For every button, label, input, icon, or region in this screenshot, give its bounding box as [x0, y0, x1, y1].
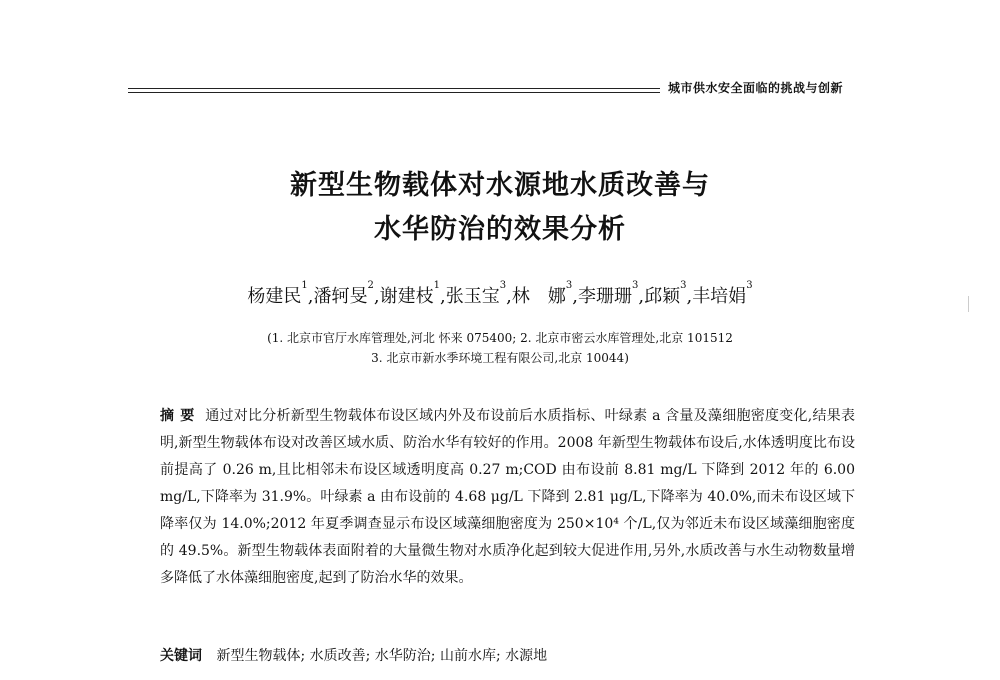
header-rule-line — [128, 92, 660, 93]
abstract-text: 通过对比分析新型生物载体布设区域内外及布设前后水质指标、叶绿素 a 含量及藻细胞密度变化,结果表明,新型生物载体布设对改善区域水质、防治水华有较好的作用。2008 年新型生物载体布设后,水体透明度比布设前提高了 0.26 m,且比相邻未布设区域透明度高 0.27 m;COD 由布设前 8.81 mg/L 下降到 2012 年的 6.00 mg/L,下降率为 31.9%。叶绿素 a 由布设前的 4.68 μg/L 下降到 2.81 μg/L,下降率为 40.0%,而未布设区域下降率仅为 14.0%;2012 年夏季调查显示布设区域藻细胞密度为 250×10⁴ 个/L,仅为邻近未布设区域藻细胞密度的 49.5%。新型生物载体表面附着的大量微生物对水质净化起到较大促进作用,另外,水质改善与水生动物数量增多降低了水体藻细胞密度,起到了防治水华的效果。 — [160, 408, 856, 586]
affiliations — [0, 328, 1000, 368]
affiliation-line-1: (1. 北京市官厅水库管理处,河北 怀来 075400; 2. 北京市密云水库管理处,北京 101512 — [267, 331, 733, 345]
abstract-label: 摘要 — [160, 408, 201, 424]
author: 丰培娟$^3$ — [692, 280, 753, 307]
paper-title — [0, 164, 1000, 252]
title-line-1: 新型生物载体对水源地水质改善与 — [290, 170, 710, 201]
author-list: 杨建民$^1$,潘轲旻$^2$,谢建枝$^1$,张玉宝$^3$,林 娜$^3$,李珊珊$^3$,邱颖$^3$,丰培娟$^3$ — [247, 280, 753, 307]
author: 张玉宝$^3$ — [445, 280, 507, 307]
author: 杨建民$^1$ — [247, 280, 308, 307]
author: 林 娜$^3$ — [511, 280, 573, 307]
author: 潘轲旻$^2$ — [313, 280, 374, 307]
author: 李珊珊$^3$ — [577, 280, 639, 307]
header-rule-line — [128, 88, 660, 89]
keywords-label: 关键词 — [160, 648, 202, 664]
running-head: 城市供水安全面临的挑战与创新 — [668, 81, 844, 95]
header-rules — [128, 88, 660, 96]
keywords-text: 新型生物载体; 水质改善; 水华防治; 山前水库; 水源地 — [216, 648, 548, 664]
author: 谢建枝$^1$ — [379, 280, 441, 307]
scan-artifact — [968, 296, 969, 312]
author: 邱颖$^3$ — [644, 280, 687, 307]
title-line-2: 水华防治的效果分析 — [374, 214, 626, 245]
keywords — [160, 646, 855, 666]
affiliation-line-2: 3. 北京市新水季环境工程有限公司,北京 10044) — [371, 351, 629, 365]
abstract — [160, 403, 855, 592]
